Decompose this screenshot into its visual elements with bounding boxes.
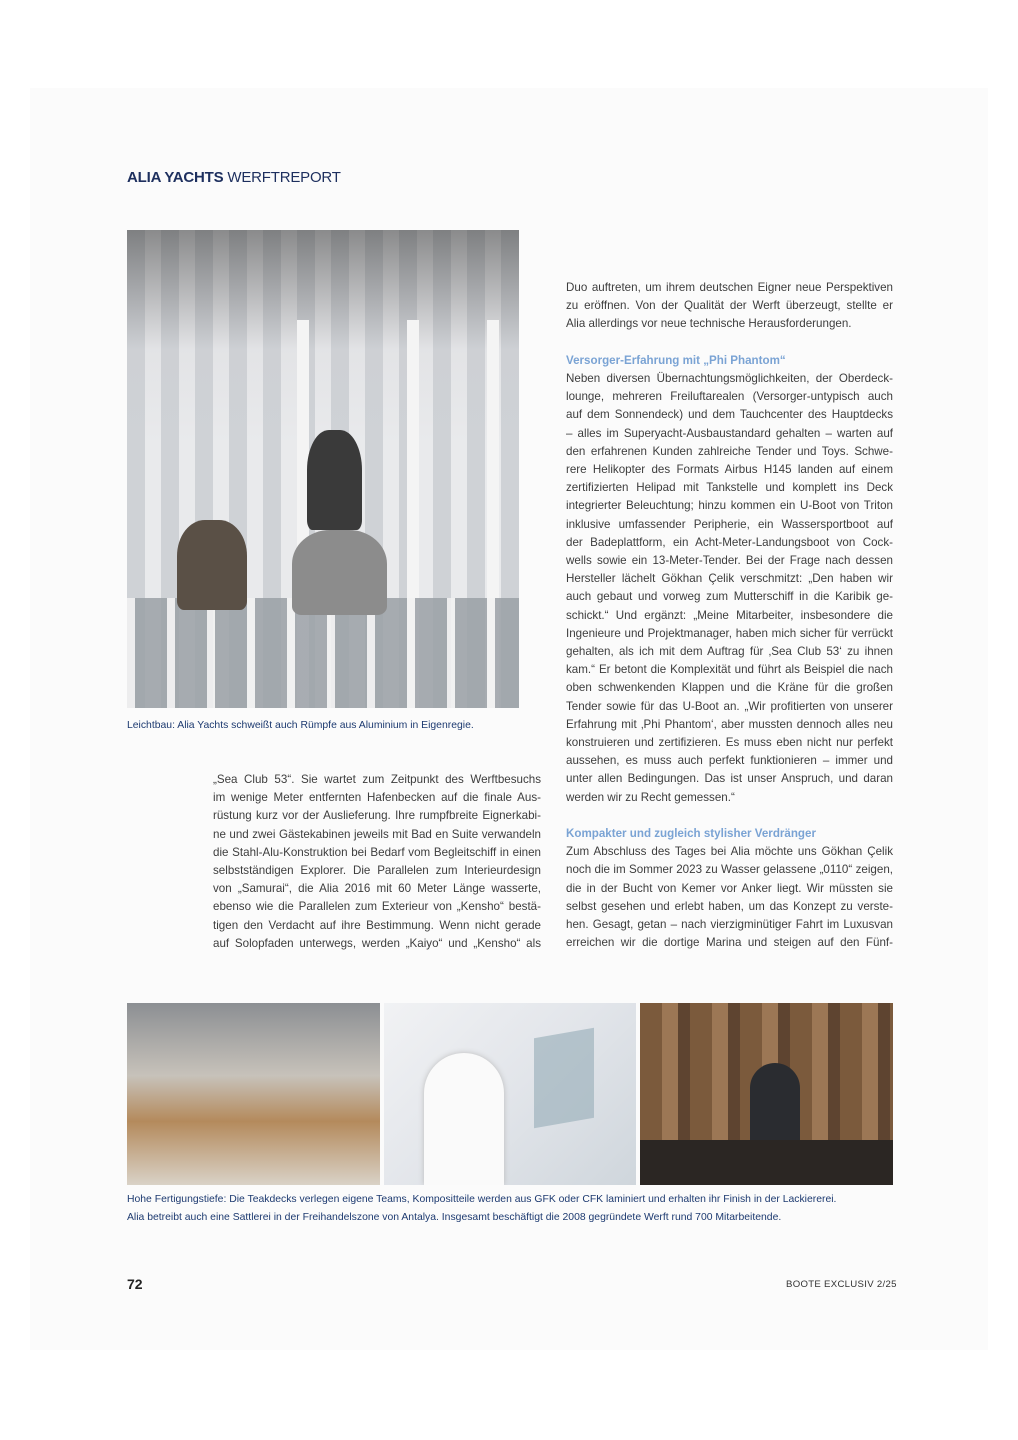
running-header — [127, 169, 341, 186]
main-photo-aluminium-welding — [127, 230, 519, 708]
left-text-column — [213, 771, 541, 953]
page-number: 72 — [127, 1276, 143, 1292]
text-line: wells sowie ein 13-Meter-Tender. Bei der Frage nach dessen — [566, 554, 893, 568]
text-line: im wenige Meter entfernten Hafenbecken auf die finale Aus- — [213, 791, 541, 805]
caption-line: Alia betreibt auch eine Sattlerei in der Freihandelszone von Antalya. Insgesamt beschäftigt die 2008 gegründete Werft rund 700 Mitarbeitende. — [127, 1212, 782, 1223]
section-heading: Versorger-Erfahrung mit „Phi Phantom“ — [566, 353, 786, 367]
paragraph-gap — [566, 334, 893, 352]
text-line: Hersteller lächelt Gökhan Çelik verschmitzt: „Den haben wir — [566, 572, 893, 586]
text-line: tigen den Verdacht auf ihre Bestimmung. Wenn nicht gerade — [213, 918, 541, 932]
text-line: zertifizierten Helipad mit Tankstelle und komplett ins Deck — [566, 481, 893, 495]
photo-worker — [307, 430, 362, 530]
text-line: Tender sowie für das U-Boot an. „Wir profitierten von unserer — [566, 699, 893, 713]
text-line: Ingenieure und Projektmanager, haben mich sicher für verrückt — [566, 626, 893, 640]
text-line: auf dem Sonnendeck) und dem Tauchcenter des Hauptdecks — [566, 408, 893, 422]
text-line: schickt.“ Und ergänzt: „Meine Mitarbeiter, insbesondere die — [566, 608, 893, 622]
magazine-issue: BOOTE EXCLUSIV 2/25 — [786, 1279, 897, 1290]
text-line: integrierter Beleuchtung; hinzu kommen ein U-Boot von Triton — [566, 499, 893, 513]
text-line: Neben diversen Übernachtungsmöglichkeiten, der Oberdeck- — [566, 372, 893, 385]
text-line: auf Solopfaden unterwegs, werden „Kaiyo“ und „Kensho“ als — [213, 936, 541, 950]
text-line: noch die im Sommer 2023 zu Wasser gelassene „0110“ zeigen, — [566, 863, 893, 877]
photo-panel — [534, 1028, 594, 1129]
text-line: den erfahrenen Kunden zahlreiche Tender und Toys. Schwe- — [566, 444, 893, 458]
text-line: ebenso wie die Parallelen zum Exterieur von „Kensho“ bestä- — [213, 900, 541, 914]
text-line: Erfahrung mit ‚Phi Phantom‘, aber mussten dennoch alles neu — [566, 717, 893, 731]
text-line: der Badeplattform, ein Acht-Meter-Landungsboot von Cock- — [566, 535, 893, 549]
text-line: kam.“ Er betont die Komplexität und führt als Beispiel die nach — [566, 663, 893, 677]
text-line: gehalten, als ich mit dem Auftrag für ‚Sea Club 53‘ zu ihnen — [566, 645, 893, 659]
text-line: – alles im Superyacht-Ausbaustandard gehalten – warten auf — [566, 426, 893, 440]
text-line: Duo auftreten, um ihrem deutschen Eigner neue Perspektiven — [566, 281, 893, 294]
text-line: Zum Abschluss des Tages bei Alia möchte uns Gökhan Çelik — [566, 845, 893, 859]
main-photo-caption: Leichtbau: Alia Yachts schweißt auch Rümpfe aus Aluminium in Eigenregie. — [127, 720, 474, 731]
text-line: konstruieren und zertifizieren. Es muss eben nicht nur perfekt — [566, 736, 893, 750]
text-line: ne und zwei Gästekabinen jeweils mit Bad en Suite verwandeln — [213, 827, 541, 841]
text-line: zu eröffnen. Von der Qualität der Werft überzeugt, stellte er — [566, 299, 893, 313]
text-line: lounge, mehreren Freiluftarealen (Versorger-untypisch auch — [566, 390, 893, 404]
text-line: „Sea Club 53“. Sie wartet zum Zeitpunkt des Werftbesuchs — [213, 773, 541, 786]
text-line: erreichen wir die dortige Marina und steigen auf den Fünf- — [566, 936, 893, 950]
text-line: oben schwenkenden Klappen und die Kräne für die großen — [566, 681, 893, 695]
photo-teak-deck — [127, 1003, 380, 1185]
photo-paint-shop — [384, 1003, 636, 1185]
text-line: aussehen, es muss auch perfekt funktionieren – immer und — [566, 754, 893, 768]
paragraph-gap — [566, 807, 893, 825]
text-line: selbst gesehen und erlebt haben, um das Konzept zu verste- — [566, 899, 893, 913]
text-line: rere Helikopter des Formats Airbus H145 landen auf einem — [566, 463, 893, 477]
photo-worker — [292, 530, 387, 615]
text-line: rüstung kurz vor der Auslieferung. Ihre rumpfbreite Eignerkabi- — [213, 809, 541, 823]
text-line: inklusive umfassender Peripherie, ein Wassersportboot auf — [566, 517, 893, 531]
text-line: die in der Bucht von Kemer vor Anker liegt. Wir müssten sie — [566, 881, 893, 895]
photo-upholstery — [640, 1003, 893, 1185]
section-heading: Kompakter und zugleich stylisher Verdränger — [566, 827, 816, 841]
text-line: von „Samurai“, die Alia 2016 mit 60 Meter Länge wasserte, — [213, 882, 541, 896]
text-line: hen. Gesagt, getan – nach vierzigminütiger Fahrt im Luxusvan — [566, 918, 893, 932]
text-line: selbstständigen Explorer. Die Parallelen zum Interieurdesign — [213, 864, 541, 878]
brand-name: ALIA YACHTS — [127, 169, 224, 186]
photo-leather-table — [640, 1140, 893, 1185]
text-line: werden wir zu Recht gemessen.“ — [566, 790, 735, 804]
text-line: die Stahl-Alu-Konstruktion bei Bedarf vom Begleitschiff in einen — [213, 845, 541, 859]
text-line: Alia allerdings vor neue technische Herausforderungen. — [566, 317, 852, 331]
caption-line: Hohe Fertigungstiefe: Die Teakdecks verlegen eigene Teams, Kompositteile werden aus GFK oder CFK laminiert und erhalten ihr Finish in der Lackiererei. — [127, 1194, 837, 1205]
photo-worker — [177, 520, 247, 610]
section-name: WERFTREPORT — [227, 169, 341, 186]
right-text-column — [566, 279, 893, 952]
bottom-photos-caption — [127, 1191, 897, 1227]
text-line: auch gebaut und vorweg zum Mutterschiff in die Karibik ge- — [566, 590, 893, 604]
photo-painter — [424, 1053, 504, 1185]
text-line: unter allen Bedingungen. Das ist unser Anspruch, und daran — [566, 772, 893, 786]
